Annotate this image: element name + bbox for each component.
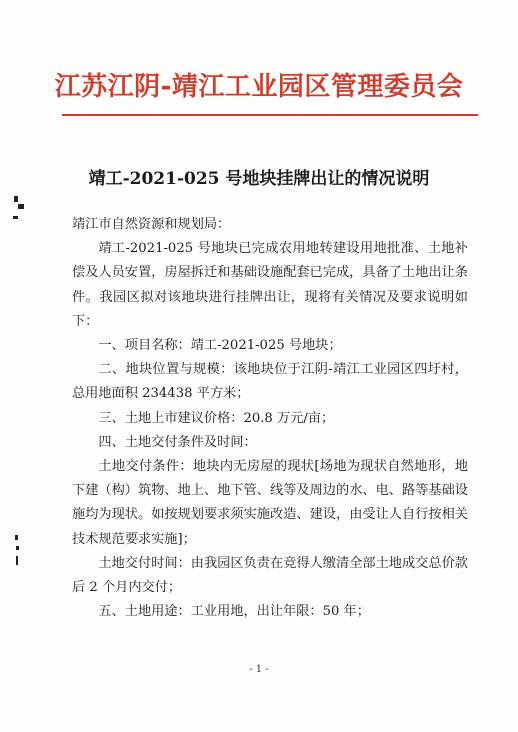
- binding-hole-mark-bottom-2: [16, 546, 19, 550]
- document-title: 靖工-2021-025 号地块挂牌出让的情况说明: [88, 169, 430, 189]
- page-number: - 1 -: [249, 664, 269, 675]
- paragraph-delivery-conditions: 土地交付条件：地块内无房屋的现状[场地为现状自然地形，地下建（构）筑物、地上、地下管、线等及周边的水、电、路等基础设施均为现状。如按规划要求须实施改造、建设，由受让人自行按相关技术规范要求实施]；: [72, 459, 468, 547]
- salutation: 靖江市自然资源和规划局：: [72, 217, 231, 232]
- paragraph-intro: 靖工-2021-025 号地块已完成农用地转建设用地批准、土地补偿及人员安置，房屋拆迁和基础设施配套已完成，具备了土地出让条件。我园区拟对该地块进行挂牌出让，现将有关情况及要求说明如下：: [72, 241, 468, 329]
- paragraph-delivery-heading: 四、土地交付条件及时间：: [98, 434, 257, 450]
- binding-hole-mark-bottom-3: [16, 556, 18, 565]
- paragraph-delivery-time: 土地交付时间：由我园区负责在竞得人缴清全部土地成交总价款后 2 个月内交付；: [72, 555, 468, 596]
- paragraph-location-scale: 二、地块位置与规模：该地块位于江阴-靖江工业园区四圩村，总用地面积 234438 平方米；: [72, 362, 468, 402]
- paragraph-suggested-price: 三、土地上市建议价格：20.8 万元/亩；: [98, 410, 335, 426]
- binding-hole-mark-top-3: [13, 216, 18, 219]
- paragraph-land-use: 五、土地用途：工业用地，出让年限：50 年；: [98, 604, 370, 620]
- paragraph-project-name: 一、项目名称：靖工-2021-025 号地块；: [98, 338, 342, 354]
- binding-hole-mark-top-2: [18, 204, 24, 209]
- binding-hole-mark-top: [14, 196, 18, 202]
- binding-hole-mark-bottom: [15, 535, 18, 540]
- letterhead-red-rule: [62, 114, 478, 116]
- letterhead-title: 江苏江阴-靖江工业园区管理委员会: [54, 72, 464, 102]
- document-body: [72, 213, 468, 624]
